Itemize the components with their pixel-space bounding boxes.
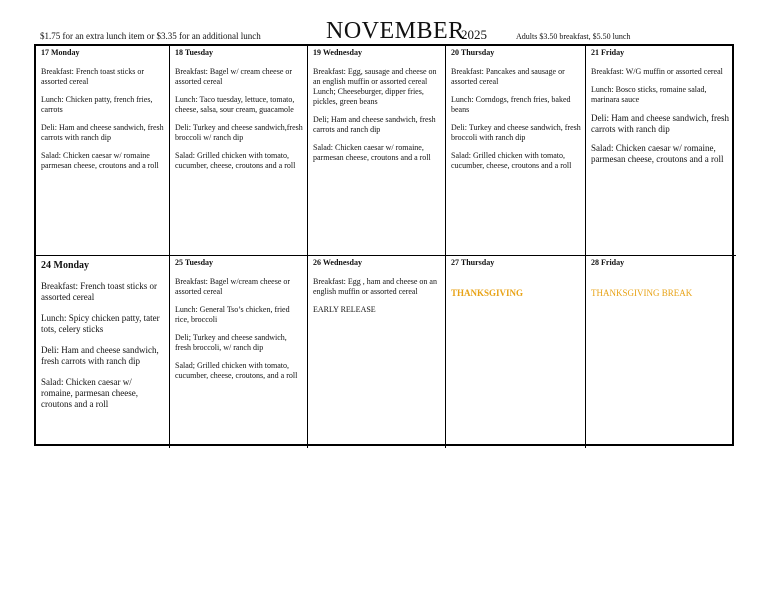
- breakfast-entry: Breakfast: French toast sticks or assorted cereal: [41, 281, 157, 302]
- deli-entry: Deli: Turkey and cheese sandwich, fresh broccoli with ranch dip: [451, 123, 581, 142]
- day-title: 21 Friday: [591, 48, 625, 57]
- breakfast-entry: Breakfast: Egg, sausage and cheese on an english muffin or assorted cereal: [313, 67, 437, 86]
- breakfast-entry: Breakfast: Egg , ham and cheese on an english muffin or assorted cereal: [313, 277, 437, 296]
- day-cell-19-wednesday: [308, 46, 446, 256]
- lunch-entry: Lunch: Spicy chicken patty, tater tots, celery sticks: [41, 313, 160, 334]
- breakfast-entry: Breakfast: Bagel w/cream cheese or assorted cereal: [175, 277, 291, 296]
- day-cell-27-thursday: [446, 256, 586, 448]
- lunch-entry: Lunch: Bosco sticks, romaine salad, marinara sauce: [591, 85, 707, 104]
- salad-entry: Salad: Chicken caesar w/ romaine, parmesan cheese, croutons and a roll: [591, 143, 724, 164]
- day-cell-17-monday: [36, 46, 170, 256]
- deli-entry: Deli: Turkey and cheese sandwich,fresh broccoli w/ ranch dip: [175, 123, 303, 142]
- breakfast-entry: Breakfast: Pancakes and sausage or assorted cereal: [451, 67, 565, 86]
- day-cell-21-friday: [586, 46, 736, 256]
- salad-entry: Salad: Chicken caesar w/ romaine parmesan cheese, croutons and a roll: [41, 151, 159, 170]
- day-title: 24 Monday: [41, 260, 90, 271]
- day-title: 27 Thursday: [451, 258, 495, 267]
- day-title: 18 Tuesday: [175, 48, 214, 57]
- lunch-entry: Lunch: Taco tuesday, lettuce, tomato, cheese, salsa, sour cream, guacamole: [175, 95, 295, 114]
- extra-lunch-price-note: $1.75 for an extra lunch item or $3.35 for an additional lunch: [40, 31, 261, 41]
- deli-entry: Deli: Ham and cheese sandwich, fresh carrots with ranch dip: [591, 113, 729, 134]
- day-cell-26-wednesday: [308, 256, 446, 448]
- day-title: 19 Wednesday: [313, 48, 362, 57]
- calendar-header: [0, 0, 768, 44]
- day-title: 25 Tuesday: [175, 258, 214, 267]
- lunch-entry: Lunch: Corndogs, french fries, baked beans: [451, 95, 571, 114]
- year-label: 2025: [461, 27, 487, 42]
- thanksgiving-break-note: THANKSGIVING BREAK: [591, 288, 693, 298]
- menu-calendar-grid: [34, 44, 734, 446]
- deli-entry: Deli; Ham and cheese sandwich, fresh carrots and ranch dip: [313, 115, 436, 134]
- day-cell-28-friday: [586, 256, 736, 448]
- salad-entry: Salad: Chicken caesar w/ romaine, parmesan cheese, croutons and a roll: [41, 377, 138, 409]
- day-title: 26 Wednesday: [313, 258, 362, 267]
- day-cell-25-tuesday: [170, 256, 308, 448]
- day-cell-24-monday: [36, 256, 170, 448]
- lunch-entry: Lunch: General Tso’s chicken, fried rice, broccoli: [175, 305, 290, 324]
- salad-entry: Salad; Grilled chicken with tomato, cucumber, cheese, croutons, and a roll: [175, 361, 298, 380]
- early-release-note: EARLY RELEASE: [313, 305, 376, 314]
- breakfast-entry: Breakfast: W/G muffin or assorted cereal: [591, 67, 723, 76]
- lunch-entry: Lunch; Cheeseburger, dipper fries, pickles, green beans: [313, 87, 424, 106]
- day-cell-18-tuesday: [170, 46, 308, 256]
- day-title: 17 Monday: [41, 48, 80, 57]
- lunch-entry: Lunch: Chicken patty, french fries, carrots: [41, 95, 153, 114]
- day-title: 28 Friday: [591, 258, 625, 267]
- salad-entry: Salad: Grilled chicken with tomato, cucumber, cheese, croutons and a roll: [451, 151, 572, 170]
- breakfast-entry: Breakfast: French toast sticks or assorted cereal: [41, 67, 145, 86]
- salad-entry: Salad: Grilled chicken with tomato, cucumber, cheese, croutons and a roll: [175, 151, 296, 170]
- month-title: NOVEMBER: [326, 18, 465, 44]
- day-cell-20-thursday: [446, 46, 586, 256]
- deli-entry: Deli: Ham and cheese sandwich, fresh carrots with ranch dip: [41, 345, 159, 366]
- thanksgiving-note: THANKSGIVING: [451, 288, 524, 298]
- deli-entry: Deli; Turkey and cheese sandwich, fresh broccoli, w/ ranch dip: [175, 333, 287, 352]
- deli-entry: Deli: Ham and cheese sandwich, fresh carrots with ranch dip: [41, 123, 164, 142]
- salad-entry: Salad: Chicken caesar w/ romaine, parmesan cheese, croutons and a roll: [313, 143, 431, 162]
- breakfast-entry: Breakfast: Bagel w/ cream cheese or assorted cereal: [175, 67, 293, 86]
- adult-price-note: Adults $3.50 breakfast, $5.50 lunch: [516, 32, 631, 41]
- day-title: 20 Thursday: [451, 48, 495, 57]
